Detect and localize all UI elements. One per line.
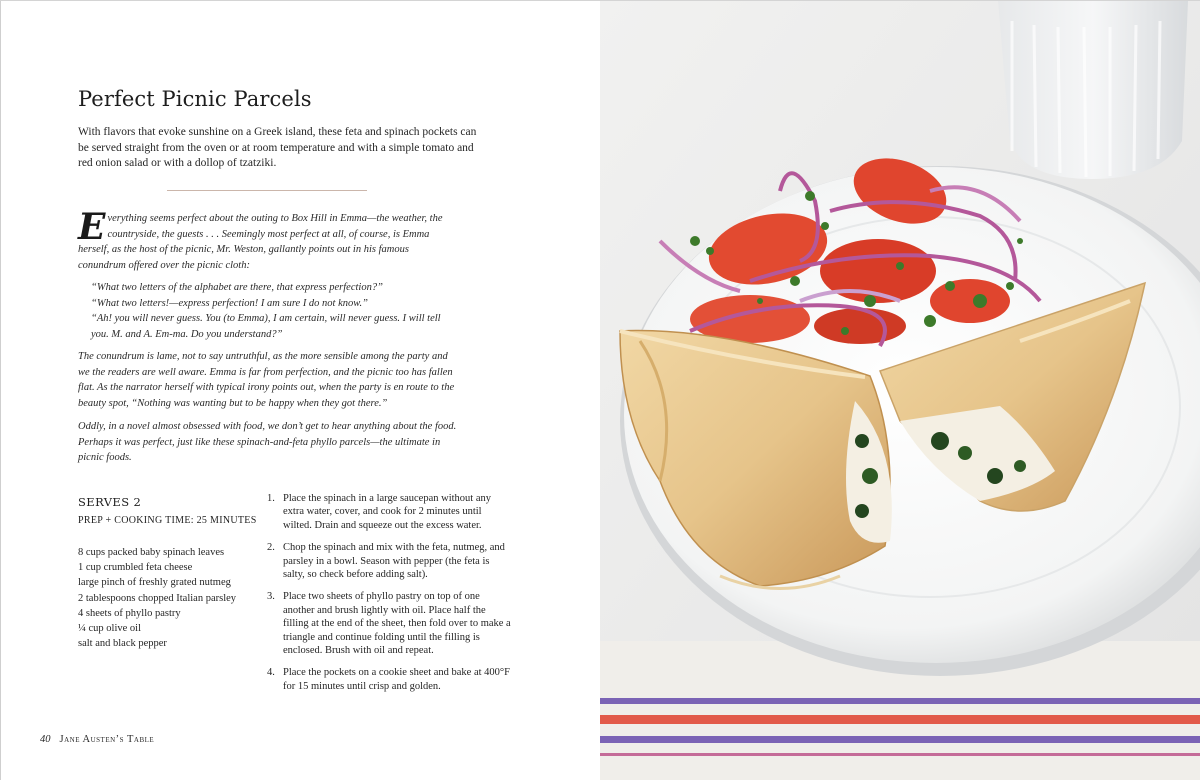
food-photo: [600, 1, 1200, 780]
page-footer: [40, 734, 154, 745]
ingredient-item: 1 cup crumbled feta cheese: [78, 562, 193, 574]
method-steps: [267, 492, 513, 702]
divider-rule: [167, 190, 367, 191]
essay-quote: [91, 280, 458, 342]
method-step: [267, 492, 513, 532]
step-number: 4.: [267, 667, 275, 679]
recipe-title: Perfect Picnic Parcels: [78, 87, 312, 111]
ingredient-item: salt and black pepper: [78, 638, 167, 650]
recipe-intro: With flavors that evoke sunshine on a Greek island, these feta and spinach pockets can be served straight from the oven or at room temperature and with a simple tomato and red onion salad or with a dollop of tzatziki.: [78, 126, 477, 170]
step-text: Place two sheets of phyllo pastry on top of one another and brush lightly with oil. Place half the filling at the end of the sheet, then fold over to make a triangle and continue folding until the filling is enclosed. Brush with oil and repeat.: [283, 591, 511, 657]
method-step: [267, 666, 513, 693]
quote-line: “What two letters of the alphabet are there, that express perfection?”: [91, 282, 383, 293]
quote-line: “What two letters!—express perfection! I am sure I do not know.”: [91, 297, 368, 309]
ingredient-item: 2 tablespoons chopped Italian parsley: [78, 592, 237, 604]
essay: [78, 206, 458, 466]
essay-paragraph-1: [78, 206, 458, 273]
drop-cap: E: [78, 206, 106, 248]
essay-paragraph-3: Oddly, in a novel almost obsessed with food, we don’t get to hear anything about the food. Perhaps it was perfect, just like these spinach-and-feta phyllo parcels—the ultimate in picnic foods.: [78, 421, 457, 463]
step-number: 1.: [267, 493, 275, 504]
quote-line: “Ah! you will never guess. You (to Emma), I am certain, will never guess. I will tell you. M. and A. Em-ma. Do you understand?”: [91, 313, 441, 340]
essay-paragraph-2: The conundrum is lame, not to say untruthful, as the more sensible among the party and we the readers are well aware. Emma is far from perfection, and the picnic too has fallen flat. As the narrator herself with typical irony points out, when the party is en route to the beauty spot, “Nothing was wanting but to be happy when they got there.”: [78, 351, 455, 409]
ingredient-item: 8 cups packed baby spinach leaves: [78, 547, 225, 558]
left-page: [0, 1, 600, 780]
prep-time-label: PREP + COOKING TIME: 25 MINUTES: [78, 515, 257, 526]
serves-label: SERVES 2: [78, 495, 142, 509]
water-glass: [998, 1, 1188, 179]
step-text: Chop the spinach and mix with the feta, nutmeg, and parsley in a bowl. Season with pepper (the feta is salty, so check before adding salt).: [283, 542, 505, 581]
ingredient-item: ¼ cup olive oil: [78, 623, 141, 635]
essay-paragraph-1-text: verything seems perfect about the outing to Box Hill in Emma—the weather, the countryside, the guests . . . Seemingly most perfect at all, of course, is Emma herself, as the host of the picnic, Mr. Weston, gallantly points out in his famous conundrum offered over the picnic cloth:: [78, 213, 443, 271]
ingredient-item: 4 sheets of phyllo pastry: [78, 607, 181, 619]
running-head: Jane Austen’s Table: [59, 734, 155, 745]
method-step: [267, 541, 513, 581]
page-number: 40: [40, 734, 51, 745]
method-step: [267, 590, 513, 657]
ingredient-list: [78, 545, 236, 651]
step-number: 2.: [267, 542, 275, 554]
ingredient-item: large pinch of freshly grated nutmeg: [78, 577, 231, 589]
step-text: Place the spinach in a large saucepan without any extra water, cover, and cook for 2 minutes until wilted. Drain and squeeze out the excess water.: [283, 493, 491, 531]
food-photo-illustration: [600, 1, 1200, 780]
step-text: Place the pockets on a cookie sheet and bake at 400°F for 15 minutes until crisp and golden.: [283, 667, 510, 692]
step-number: 3.: [267, 591, 275, 603]
